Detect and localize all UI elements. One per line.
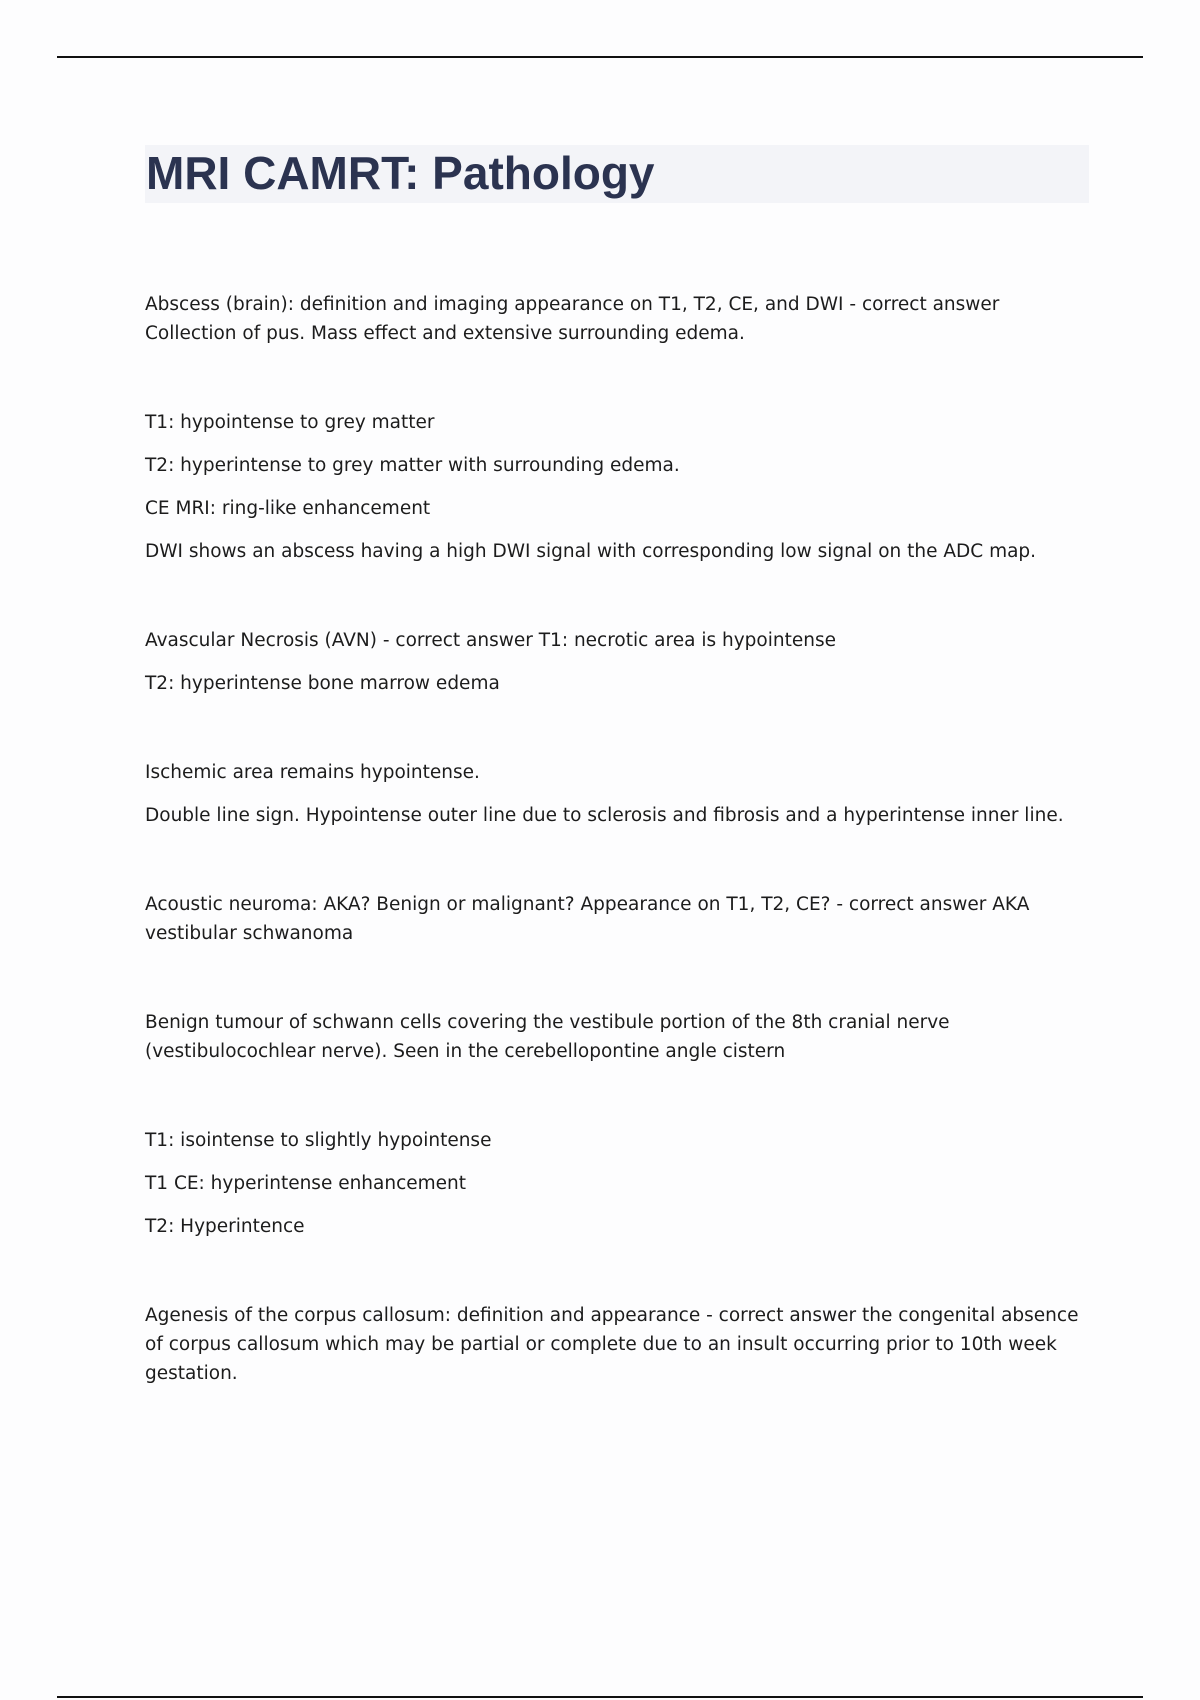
avn-t2: T2: hyperintense bone marrow edema [145,673,500,694]
top-divider [57,56,1143,58]
acoustic-neuroma-t1: T1: isointense to slightly hypointense [145,1130,492,1151]
qa-abscess: Abscess (brain): definition and imaging appearance on T1, T2, CE, and DWI - correct answer Collection of pus. Mass effect and extensive surrounding edema. [145,294,1000,344]
abscess-dwi: DWI shows an abscess having a high DWI signal with corresponding low signal on the ADC map. [145,541,1037,562]
avn-ischemic: Ischemic area remains hypointense. [145,762,480,783]
qa-avn: Avascular Necrosis (AVN) - correct answer T1: necrotic area is hypointense [145,630,836,651]
abscess-t2: T2: hyperintense to grey matter with surrounding edema. [145,455,680,476]
qa-acoustic-neuroma: Acoustic neuroma: AKA? Benign or malignant? Appearance on T1, T2, CE? - correct answer AKA vestibular schwanoma [145,894,1030,944]
qa-corpus-callosum: Agenesis of the corpus callosum: definition and appearance - correct answer the congenital absence of corpus callosum which may be partial or complete due to an insult occurring prior to 10th week gestation. [145,1305,1079,1384]
acoustic-neuroma-description: Benign tumour of schwann cells covering the vestibule portion of the 8th cranial nerve (vestibulocochlear nerve). Seen in the cerebellopontine angle cistern [145,1012,950,1062]
acoustic-neuroma-t1-ce: T1 CE: hyperintense enhancement [145,1173,467,1194]
abscess-t1: T1: hypointense to grey matter [145,412,435,433]
acoustic-neuroma-t2: T2: Hyperintence [145,1216,305,1237]
abscess-ce: CE MRI: ring-like enhancement [145,498,431,519]
bottom-divider [57,1696,1143,1698]
document-body [145,290,1095,1388]
avn-double-line: Double line sign. Hypointense outer line due to sclerosis and fibrosis and a hyperintense inner line. [145,805,1064,826]
page-title: MRI CAMRT: Pathology [146,147,655,199]
